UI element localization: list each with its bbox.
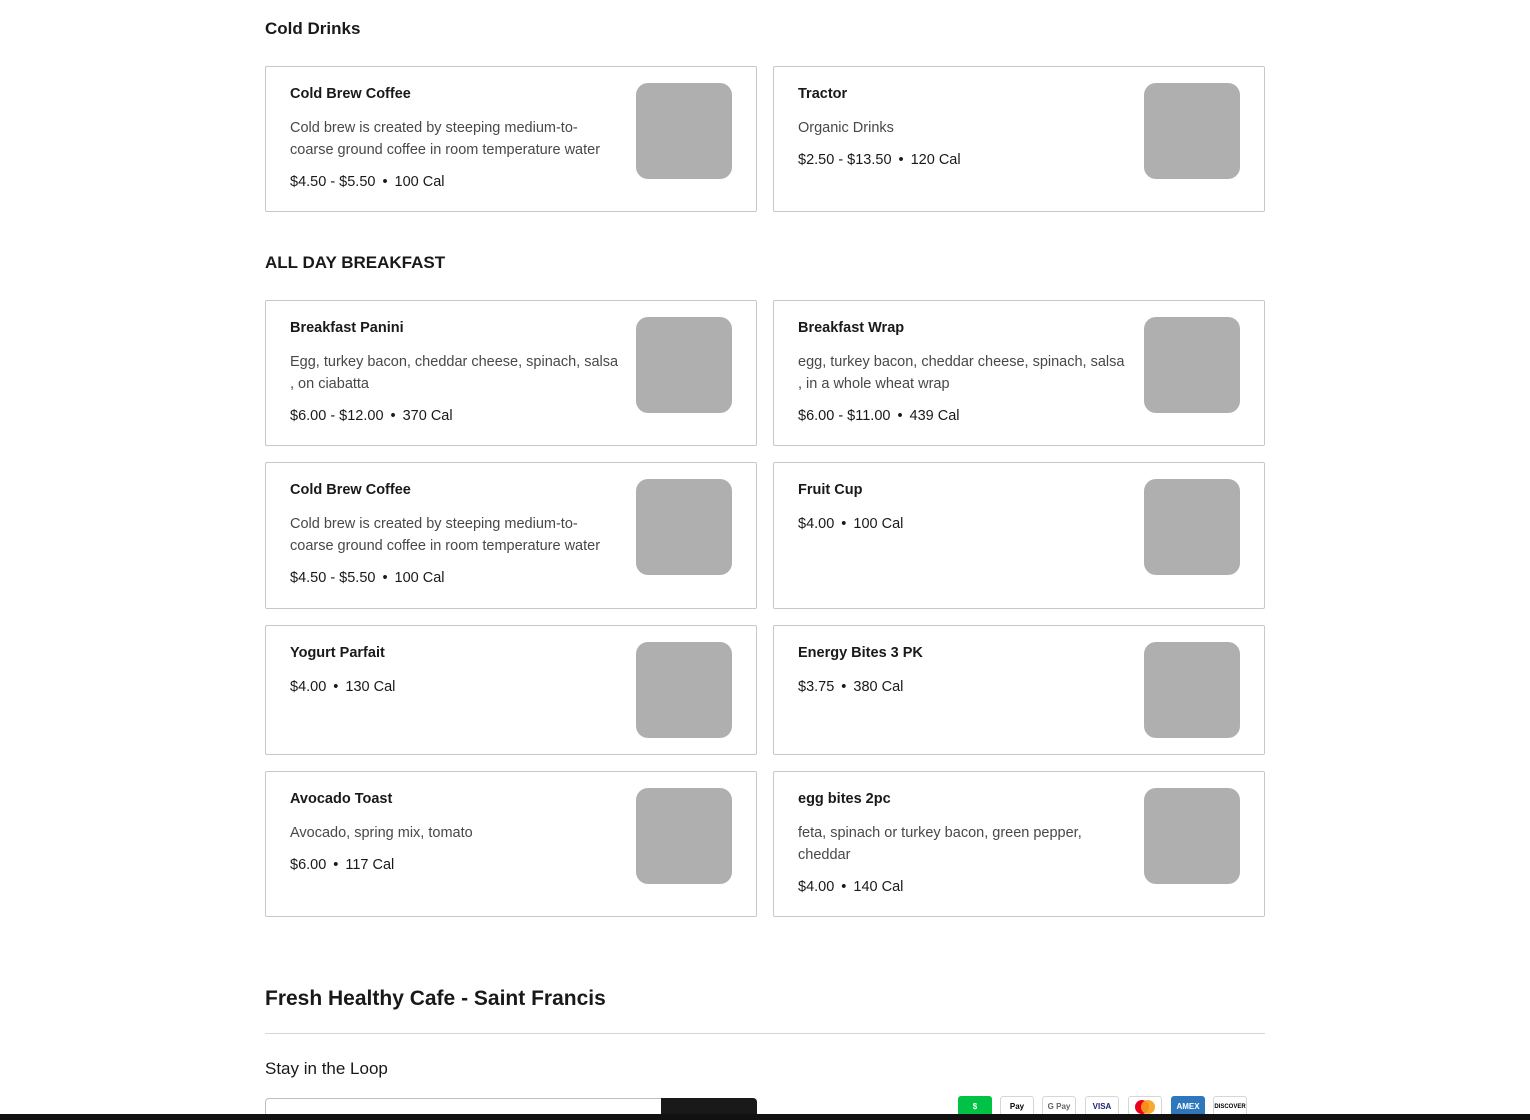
- newsletter-title: Stay in the Loop: [265, 1059, 388, 1078]
- item-name: Avocado Toast: [290, 791, 393, 807]
- menu-item-card[interactable]: [773, 300, 1265, 446]
- separator-dot: •: [897, 408, 903, 424]
- menu-item-card[interactable]: [265, 66, 757, 212]
- item-price: $4.50 - $5.50: [290, 570, 376, 586]
- item-price-calories: [290, 407, 620, 425]
- item-price: $6.00: [290, 857, 327, 873]
- item-calories: 140 Cal: [853, 879, 904, 895]
- item-name: Breakfast Panini: [290, 320, 404, 336]
- menu-item-card[interactable]: [773, 771, 1265, 917]
- separator-dot: •: [390, 408, 396, 424]
- apple-pay-label: Pay: [1009, 1102, 1025, 1111]
- item-price: $2.50 - $13.50: [798, 152, 892, 168]
- item-image: [1144, 317, 1240, 413]
- item-calories: 100 Cal: [394, 174, 445, 190]
- item-name: Cold Brew Coffee: [290, 482, 411, 498]
- bottom-bar: [0, 1114, 1530, 1120]
- item-calories: 130 Cal: [345, 679, 396, 695]
- item-name: Cold Brew Coffee: [290, 86, 411, 102]
- separator-dot: •: [333, 857, 339, 873]
- item-image: [1144, 642, 1240, 738]
- menu-item-card[interactable]: [773, 462, 1265, 609]
- item-name: Tractor: [798, 86, 848, 102]
- item-calories: 120 Cal: [910, 152, 961, 168]
- item-image: [1144, 83, 1240, 179]
- footer-divider: [265, 1033, 1265, 1034]
- item-calories: 380 Cal: [853, 679, 904, 695]
- item-price: $6.00 - $12.00: [290, 408, 384, 424]
- menu-item-card[interactable]: [265, 625, 757, 755]
- separator-dot: •: [841, 879, 847, 895]
- item-calories: 100 Cal: [853, 516, 904, 532]
- item-price-calories: [290, 678, 620, 696]
- discover-label: DISCOVER: [1214, 1104, 1246, 1110]
- item-price: $4.00: [798, 879, 835, 895]
- google-pay-label: G Pay: [1047, 1102, 1071, 1111]
- item-description: Avocado, spring mix, tomato: [290, 825, 473, 841]
- section-title-all-day-breakfast: ALL DAY BREAKFAST: [265, 253, 446, 272]
- item-image: [1144, 788, 1240, 884]
- restaurant-name: Fresh Healthy Cafe - Saint Francis: [265, 987, 606, 1010]
- item-image: [1144, 479, 1240, 575]
- item-price-calories: [290, 173, 620, 191]
- separator-dot: •: [382, 570, 388, 586]
- cash-app-label: $: [972, 1102, 978, 1111]
- separator-dot: •: [382, 174, 388, 190]
- section-title-cold-drinks: Cold Drinks: [265, 19, 361, 38]
- item-price: $6.00 - $11.00: [798, 408, 891, 424]
- menu-item-card[interactable]: [773, 625, 1265, 755]
- item-image: [636, 642, 732, 738]
- item-price-calories: [290, 569, 620, 587]
- menu-item-card[interactable]: [773, 66, 1265, 212]
- item-description: feta, spinach or turkey bacon, green pepper, cheddar: [798, 825, 1082, 863]
- item-description: egg, turkey bacon, cheddar cheese, spinach, salsa , in a whole wheat wrap: [798, 354, 1125, 392]
- item-price-calories: [798, 515, 1128, 533]
- item-calories: 370 Cal: [402, 408, 453, 424]
- item-name: egg bites 2pc: [798, 791, 891, 807]
- separator-dot: •: [898, 152, 904, 168]
- item-image: [636, 788, 732, 884]
- item-price: $4.00: [798, 516, 835, 532]
- item-name: Yogurt Parfait: [290, 645, 385, 661]
- separator-dot: •: [841, 516, 847, 532]
- mastercard-logo: [1133, 1099, 1157, 1115]
- item-price: $4.00: [290, 679, 327, 695]
- item-description: Cold brew is created by steeping medium-to-coarse ground coffee in room temperature water: [290, 120, 601, 158]
- item-name: Energy Bites 3 PK: [798, 645, 923, 661]
- item-price-calories: [798, 407, 1128, 425]
- item-price: $4.50 - $5.50: [290, 174, 376, 190]
- item-image: [636, 479, 732, 575]
- item-calories: 439 Cal: [909, 408, 960, 424]
- item-price-calories: [798, 878, 1128, 896]
- menu-item-card[interactable]: [265, 300, 757, 446]
- separator-dot: •: [333, 679, 339, 695]
- item-price-calories: [798, 151, 1128, 169]
- separator-dot: •: [841, 679, 847, 695]
- item-image: [636, 83, 732, 179]
- item-description: Egg, turkey bacon, cheddar cheese, spinach, salsa , on ciabatta: [290, 354, 619, 392]
- item-calories: 117 Cal: [345, 857, 395, 873]
- menu-item-card[interactable]: [265, 462, 757, 609]
- item-description: Organic Drinks: [798, 120, 894, 136]
- amex-label: AMEX: [1176, 1102, 1200, 1111]
- menu-item-card[interactable]: [265, 771, 757, 917]
- visa-label: VISA: [1092, 1102, 1112, 1111]
- item-calories: 100 Cal: [394, 570, 445, 586]
- item-description: Cold brew is created by steeping medium-to-coarse ground coffee in room temperature water: [290, 516, 601, 554]
- item-name: Breakfast Wrap: [798, 320, 905, 336]
- item-image: [636, 317, 732, 413]
- item-price: $3.75: [798, 679, 835, 695]
- item-price-calories: [290, 856, 620, 874]
- item-name: Fruit Cup: [798, 482, 863, 498]
- item-price-calories: [798, 678, 1128, 696]
